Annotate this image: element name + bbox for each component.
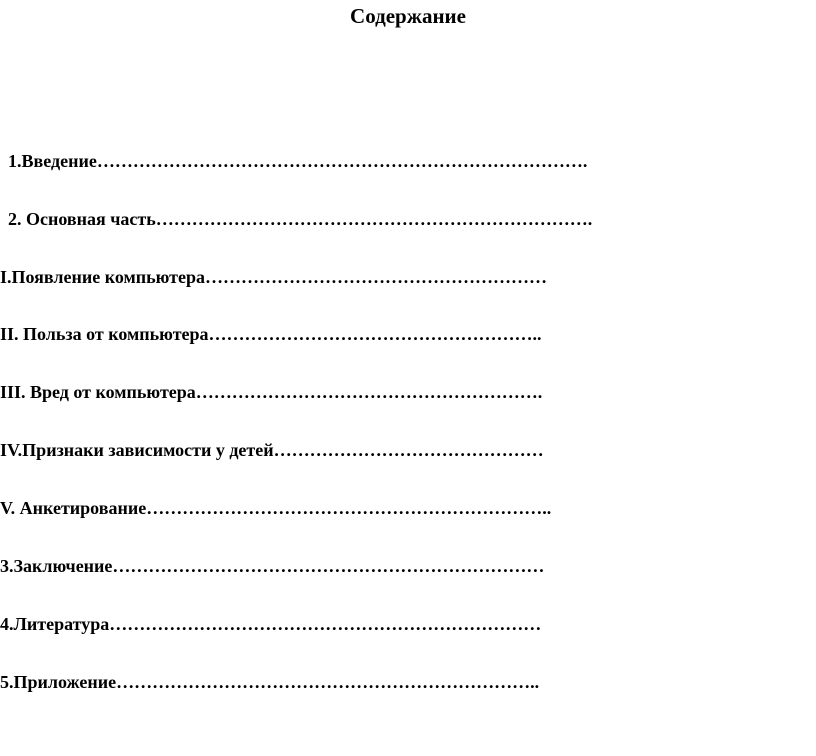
toc-entry-leader: ……………………………………………….. (208, 324, 542, 344)
toc-entry-label: 5.Приложение (0, 672, 117, 692)
toc-entry-label: 1.Введение (8, 151, 97, 171)
toc-entry-survey (0, 497, 551, 519)
toc-entry-label: 4.Литература (0, 614, 110, 634)
toc-entry-computer-appearance (0, 266, 547, 288)
toc-entry-label: IV.Признаки зависимости у детей (0, 440, 274, 460)
toc-entry-leader: ………………………………………………… (205, 267, 548, 287)
toc-entry-introduction (8, 150, 587, 172)
toc-entry-computer-harm (0, 381, 542, 403)
toc-entry-label: 2. Основная часть (8, 209, 156, 229)
toc-entry-appendix (0, 671, 539, 693)
toc-entry-main-part (8, 208, 592, 230)
page-title: Содержание (350, 4, 466, 28)
toc-entry-literature (0, 613, 541, 635)
toc-entry-leader: ……………………………………………………………… (109, 614, 542, 634)
toc-entry-leader: …………………………………………………. (195, 382, 543, 402)
toc-entry-conclusion (0, 555, 544, 577)
toc-entry-leader: ………………………………………………………………………. (96, 151, 588, 171)
toc-entry-label: V. Анкетирование (0, 498, 147, 518)
toc-entry-computer-benefit (0, 323, 542, 345)
toc-entry-addiction-signs (0, 439, 544, 461)
toc-entry-label: I.Появление компьютера (0, 267, 206, 287)
toc-entry-label: 3.Заключение (0, 556, 113, 576)
toc-entry-label: II. Польза от компьютера (0, 324, 209, 344)
toc-entry-leader: ………………………………………………………….. (146, 498, 552, 518)
toc-entry-leader: ……………………………………… (273, 440, 544, 460)
toc-entry-leader: …………………………………………………………….. (116, 672, 540, 692)
toc-entry-leader: ……………………………………………………………… (112, 556, 545, 576)
toc-entry-leader: ………………………………………………………………. (155, 209, 593, 229)
toc-entry-label: III. Вред от компьютера (0, 382, 196, 402)
